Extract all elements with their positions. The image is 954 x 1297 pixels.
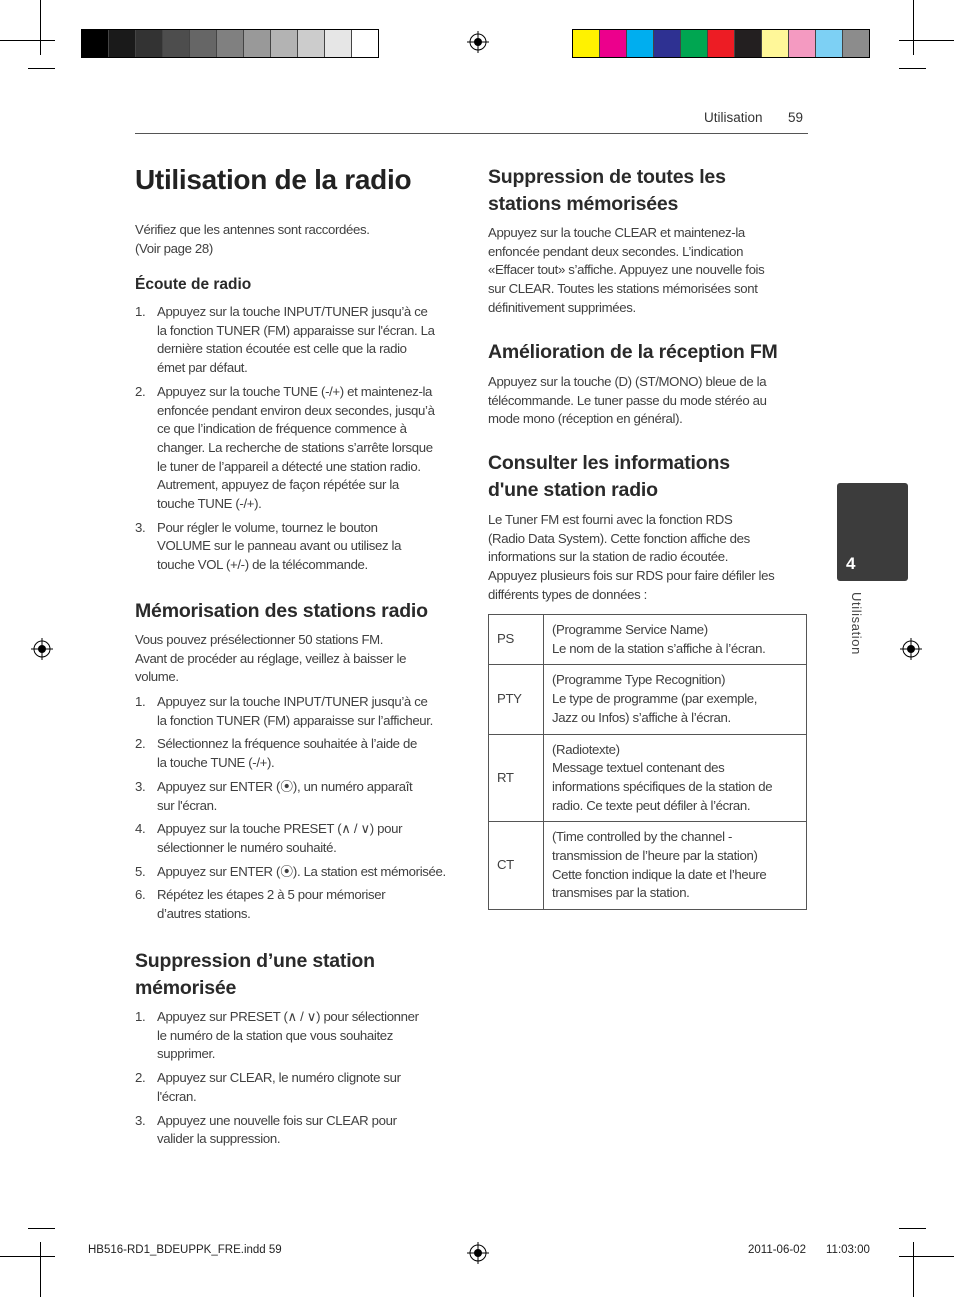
color-swatch — [789, 30, 816, 57]
text-line: sur CLEAR. Toutes les stations mémorisées sont — [488, 281, 758, 297]
list-item-text — [157, 383, 467, 514]
text-line: Appuyez sur la touche INPUT/TUNER jusqu’à ce — [157, 304, 428, 319]
color-swatch — [190, 30, 217, 57]
heading-line: Consulter les informations — [488, 452, 730, 474]
heading-suppression-une — [135, 948, 375, 1002]
text-line: différents types de données : — [488, 586, 647, 602]
heading-line: Suppression d’une station — [135, 950, 375, 972]
text-line: la touche TUNE (-/+). — [157, 755, 275, 771]
crop-mark — [0, 40, 55, 41]
color-swatch — [708, 30, 735, 57]
heading-line: Suppression de toutes les — [488, 166, 726, 188]
text-line: Appuyez sur PRESET (∧ / ∨) pour sélectionner — [157, 1009, 419, 1024]
rds-code: PTY — [489, 665, 544, 734]
registration-mark-icon — [467, 31, 489, 53]
color-swatch — [217, 30, 244, 57]
intro-text — [135, 221, 370, 258]
text-line: télécommande. Le tuner passe du mode stéréo au — [488, 392, 767, 408]
crop-mark — [0, 1256, 55, 1257]
list-item-number: 3. — [135, 778, 146, 794]
text-line: (Radio Data System). Cette fonction affiche des — [488, 530, 750, 546]
color-swatch — [681, 30, 708, 57]
color-swatch — [762, 30, 789, 57]
running-header-section: Utilisation — [704, 110, 763, 125]
page-number: 59 — [788, 110, 804, 125]
list-item-text — [157, 820, 467, 857]
text-line: transmission de l’heure par la station) — [552, 848, 758, 864]
memorisation-intro — [135, 631, 406, 687]
crop-mark — [899, 68, 926, 69]
suppression-toutes-text — [488, 224, 764, 318]
text-line: volume. — [135, 669, 179, 685]
text-line: émet par défaut. — [157, 360, 248, 376]
text-line: Avant de procéder au réglage, veillez à baisser le — [135, 650, 407, 666]
footer-time: 11:03:00 — [826, 1244, 870, 1256]
rds-description — [544, 665, 807, 734]
heading-line: mémorisée — [135, 977, 237, 999]
list-item-text — [157, 1069, 467, 1106]
rds-description — [544, 822, 807, 910]
rds-code: CT — [489, 822, 544, 910]
heading-ecoute: Écoute de radio — [135, 276, 252, 293]
color-swatch — [271, 30, 298, 57]
list-item-text — [157, 519, 467, 575]
heading-memorisation: Mémorisation des stations radio — [135, 600, 428, 622]
text-line: valider la suppression. — [157, 1131, 281, 1147]
text-line: transmises par la station. — [552, 885, 690, 901]
crop-mark — [899, 1228, 926, 1229]
color-swatch — [163, 30, 190, 57]
text-line: la fonction TUNER (FM) apparaisse sur l'écran. La — [157, 322, 435, 338]
crop-mark — [913, 1242, 914, 1297]
color-swatch — [627, 30, 654, 57]
list-item-number: 3. — [135, 1112, 146, 1128]
list-item-text — [157, 778, 467, 815]
rds-code: RT — [489, 734, 544, 822]
crop-mark — [28, 68, 55, 69]
rds-description — [544, 734, 807, 822]
text-line: (Time controlled by the channel - — [552, 829, 733, 845]
text-line: dernière station écoutée est celle que la radio — [157, 341, 407, 357]
rds-code: PS — [489, 615, 544, 665]
text-line: enfoncée pendant deux secondes. L’indication — [488, 243, 744, 259]
table-row — [489, 615, 807, 665]
text-line: informations sur la station de radio écoutée. — [488, 549, 729, 565]
list-item-number: 4. — [135, 821, 146, 837]
rds-description — [544, 615, 807, 665]
text-line: (Programme Type Recognition) — [552, 672, 726, 688]
text-line: Cette fonction indique la date et l’heure — [552, 866, 767, 882]
color-swatch — [244, 30, 271, 57]
text-line: «Effacer tout» s’affiche. Appuyez une nouvelle fois — [488, 262, 765, 278]
list-item-number: 2. — [135, 1070, 146, 1086]
intro-line: (Voir page 28) — [135, 240, 213, 256]
crop-mark — [40, 1242, 41, 1297]
crop-mark — [913, 0, 914, 55]
chapter-label: Utilisation — [849, 592, 864, 655]
text-line: (Programme Service Name) — [552, 622, 708, 637]
text-line: touche TUNE (-/+). — [157, 496, 262, 512]
crop-mark — [899, 1256, 954, 1257]
header-rule — [135, 133, 808, 134]
text-line: Appuyez sur la touche TUNE (-/+) et maintenez-la — [157, 383, 433, 399]
text-line: sur l'écran. — [157, 797, 217, 813]
text-line: Appuyez une nouvelle fois sur CLEAR pour — [157, 1112, 397, 1128]
rds-info-table — [488, 614, 807, 910]
heading-suppression-toutes — [488, 164, 726, 218]
color-swatch — [600, 30, 627, 57]
color-calibration-bar — [572, 29, 870, 58]
grayscale-calibration-bar — [81, 29, 379, 58]
text-line: Jazz ou Infos) s’affiche à l’écran. — [552, 709, 731, 725]
consulter-text — [488, 511, 774, 605]
text-line: touche VOL (+/-) de la télécommande. — [157, 557, 368, 573]
heading-line: stations mémorisées — [488, 193, 679, 215]
text-line: changer. La recherche de stations s’arrête lorsque — [157, 439, 433, 455]
text-line: Le Tuner FM est fourni avec la fonction RDS — [488, 512, 733, 527]
list-item-text — [157, 1112, 467, 1149]
text-line: Appuyez sur la touche (D) (ST/MONO) bleue de la — [488, 374, 767, 389]
text-line: Pour régler le volume, tournez le bouton — [157, 519, 378, 535]
text-line: Appuyez sur ENTER (⦿), un numéro apparaît — [157, 778, 413, 794]
crop-mark — [28, 1228, 55, 1229]
text-line: Le type de programme (par exemple, — [552, 691, 758, 707]
list-item-number: 3. — [135, 519, 146, 535]
list-item-text — [157, 1008, 467, 1064]
text-line: Le nom de la station s’affiche à l’écran. — [552, 640, 766, 656]
color-swatch — [136, 30, 163, 57]
registration-mark-icon — [467, 1242, 489, 1264]
color-swatch — [843, 30, 869, 57]
list-item-number: 1. — [135, 304, 146, 319]
text-line: enfoncée pendant environ deux secondes, jusqu’à — [157, 402, 435, 418]
text-line: sélectionner le numéro souhaité. — [157, 839, 337, 855]
registration-mark-icon — [900, 638, 922, 660]
chapter-number: 4 — [846, 554, 856, 573]
list-item-number: 1. — [135, 1009, 146, 1024]
text-line: définitivement supprimées. — [488, 299, 636, 315]
table-row — [489, 665, 807, 734]
list-item-text — [157, 693, 467, 730]
text-line: Appuyez plusieurs fois sur RDS pour faire défiler les — [488, 568, 775, 584]
text-line: l'écran. — [157, 1088, 197, 1104]
footer-date: 2011-06-02 — [748, 1244, 806, 1256]
text-line: le numéro de la station que vous souhaitez — [157, 1027, 394, 1043]
color-swatch — [735, 30, 762, 57]
text-line: Message textuel contenant des — [552, 760, 725, 776]
text-line: Sélectionnez la fréquence souhaitée à l’aide de — [157, 736, 417, 752]
list-item-text — [157, 886, 467, 923]
registration-mark-icon — [31, 638, 53, 660]
color-swatch — [816, 30, 843, 57]
text-line: supprimer. — [157, 1046, 216, 1062]
text-line: Appuyez sur la touche CLEAR et maintenez-la — [488, 225, 745, 240]
page-title: Utilisation de la radio — [135, 164, 412, 195]
list-item-number: 2. — [135, 736, 146, 752]
table-row — [489, 822, 807, 910]
crop-mark — [40, 0, 41, 55]
color-swatch — [352, 30, 378, 57]
list-item-number: 2. — [135, 383, 146, 399]
intro-line: Vérifiez que les antennes sont raccordées. — [135, 222, 370, 237]
color-swatch — [298, 30, 325, 57]
list-item-text — [157, 303, 467, 378]
text-line: Appuyez sur ENTER (⦿). La station est mémorisée. — [157, 863, 446, 879]
list-item-number: 6. — [135, 887, 146, 903]
heading-line: d'une station radio — [488, 479, 658, 501]
footer-filename: HB516-RD1_BDEUPPK_FRE.indd 59 — [88, 1244, 282, 1256]
text-line: Autrement, appuyez de façon répétée sur la — [157, 477, 399, 493]
table-row — [489, 734, 807, 822]
crop-mark — [899, 40, 954, 41]
text-line: Appuyez sur la touche INPUT/TUNER jusqu’à ce — [157, 694, 428, 709]
text-line: Appuyez sur la touche PRESET (∧ / ∨) pour — [157, 821, 403, 837]
color-swatch — [82, 30, 109, 57]
color-swatch — [325, 30, 352, 57]
text-line: d’autres stations. — [157, 906, 251, 921]
text-line: mode mono (réception en général). — [488, 411, 683, 427]
text-line: Appuyez sur CLEAR, le numéro clignote sur — [157, 1070, 401, 1086]
text-line: VOLUME sur le panneau avant ou utilisez la — [157, 538, 402, 554]
color-swatch — [573, 30, 600, 57]
text-line: le tuner de l’appareil a détecté une station radio. — [157, 458, 421, 474]
color-swatch — [654, 30, 681, 57]
text-line: la fonction TUNER (FM) apparaisse sur l’afficheur. — [157, 712, 433, 728]
heading-consulter — [488, 450, 730, 504]
heading-amelioration: Amélioration de la réception FM — [488, 341, 778, 363]
color-swatch — [109, 30, 136, 57]
text-line: Répétez les étapes 2 à 5 pour mémoriser — [157, 887, 386, 903]
text-line: informations spécifiques de la station de — [552, 778, 773, 794]
amelioration-text — [488, 373, 767, 429]
text-line: Vous pouvez présélectionner 50 stations FM. — [135, 632, 384, 647]
list-item-number: 1. — [135, 694, 146, 709]
text-line: ce que l’indication de fréquence commence à — [157, 421, 407, 437]
text-line: radio. Ce texte peut défiler à l’écran. — [552, 797, 751, 813]
list-item-text — [157, 735, 467, 772]
list-item-number: 5. — [135, 863, 146, 879]
text-line: (Radiotexte) — [552, 741, 620, 757]
list-item-text — [157, 863, 467, 882]
